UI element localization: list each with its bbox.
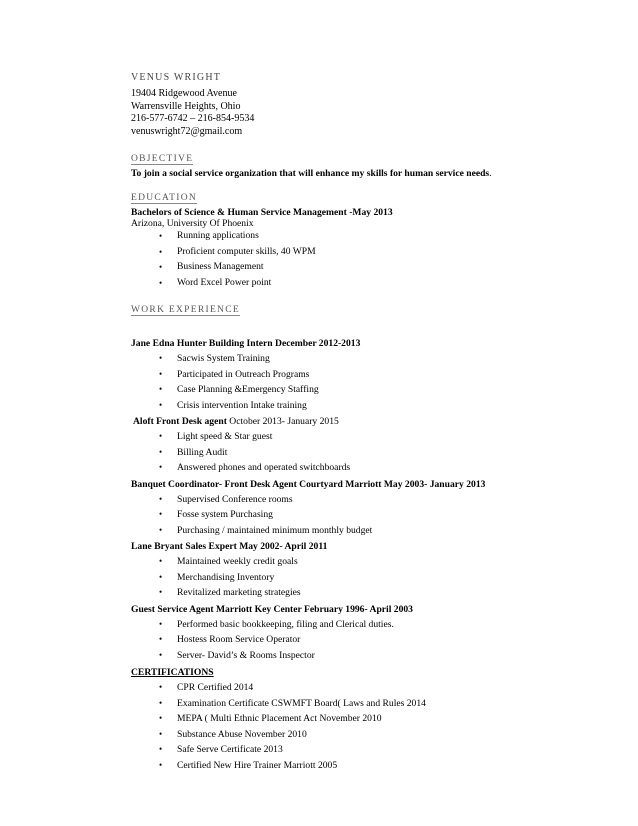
list-item-text: Merchandising Inventory — [177, 571, 275, 583]
bullet: • — [159, 462, 163, 472]
school-name: Arizona, University Of Phoenix — [131, 218, 254, 229]
job-title — [133, 415, 611, 429]
list-item-text: Sacwis System Training — [177, 353, 270, 364]
list-item — [131, 680, 611, 696]
list-item-text: Word Excel Power point — [177, 276, 272, 288]
list-item — [131, 523, 611, 539]
bullet: • — [159, 231, 163, 241]
job-duty-list — [131, 351, 611, 413]
job-title: Guest Service Agent Marriott Key Center February 1996- April 2003 — [131, 603, 413, 615]
list-item-text: Supervised Conference rooms — [177, 493, 293, 505]
objective-text — [131, 168, 611, 179]
list-item-text: Safe Serve Certificate 2013 — [177, 744, 283, 755]
job-title-text: Aloft Front Desk agent — [133, 416, 227, 427]
list-item-text: Revitalized marketing strategies — [177, 587, 301, 598]
list-item — [131, 507, 611, 523]
list-item-text: Proficient computer skills, 40 WPM — [177, 245, 316, 257]
list-item-text: Participated in Outreach Programs — [177, 368, 310, 380]
work-experience-heading: WORK EXPERIENCE — [131, 305, 240, 315]
list-item — [131, 570, 611, 586]
bullet: • — [159, 384, 163, 394]
list-item-text: Purchasing / maintained minimum monthly budget — [177, 524, 373, 536]
list-item — [131, 445, 611, 461]
list-item — [131, 276, 611, 292]
bullet: • — [159, 587, 163, 597]
address-line-2: Warrensville Heights, Ohio — [131, 100, 241, 112]
list-item — [131, 617, 611, 633]
job-duty-list — [131, 492, 611, 539]
list-item-text: Crisis intervention Intake training — [177, 399, 307, 411]
list-item-text: Performed basic bookkeeping, filing and Clerical duties. — [177, 618, 394, 630]
list-item-text: Maintained weekly credit goals — [177, 556, 298, 567]
email-address: venuswright72@gmail.com — [131, 125, 243, 137]
list-item — [131, 742, 611, 758]
education-skill-list — [131, 229, 611, 291]
objective-period: . — [489, 168, 492, 179]
job-duty-list — [131, 429, 611, 476]
bullet: • — [159, 682, 163, 692]
bullet: • — [159, 246, 163, 257]
list-item-text: Fosse system Purchasing — [177, 509, 273, 520]
list-item — [131, 382, 611, 398]
list-item — [131, 632, 611, 648]
list-item — [131, 229, 611, 245]
list-item-text: Answered phones and operated switchboards — [177, 462, 351, 473]
bullet: • — [159, 713, 163, 723]
list-item — [131, 727, 611, 743]
bullet: • — [159, 368, 163, 379]
bullet: • — [159, 759, 163, 770]
bullet: • — [159, 634, 163, 644]
job-duty-list — [131, 554, 611, 601]
contact-block — [131, 88, 611, 138]
list-item — [131, 245, 611, 261]
list-item — [131, 460, 611, 476]
list-item-text: Server- David’s & Rooms Inspector — [177, 649, 315, 661]
list-item — [131, 711, 611, 727]
list-item-text: CPR Certified 2014 — [177, 682, 254, 693]
bullet: • — [159, 431, 163, 441]
list-item — [131, 648, 611, 664]
list-item-text: Hostess Room Service Operator — [177, 634, 301, 645]
objective-heading: OBJECTIVE — [131, 154, 194, 164]
bullet: • — [159, 571, 163, 582]
bullet: • — [159, 399, 163, 410]
list-item — [131, 429, 611, 445]
list-item — [131, 260, 611, 276]
resume-page — [131, 72, 611, 773]
list-item — [131, 585, 611, 601]
list-item — [131, 696, 611, 712]
resume-name: VENUS WRIGHT — [131, 72, 222, 83]
list-item-text: Examination Certificate CSWMFT Board( Laws and Rules 2014 — [177, 697, 426, 709]
list-item-text: Case Planning &Emergency Staffing — [177, 384, 319, 395]
bullet: • — [159, 649, 163, 660]
list-item-text: Substance Abuse November 2010 — [177, 728, 307, 740]
bullet: • — [159, 556, 163, 566]
degree-title: Bachelors of Science & Human Service Management -May 2013 — [131, 207, 393, 218]
certifications-heading: CERTIFICATIONS — [131, 667, 214, 678]
job-title: Banquet Coordinator- Front Desk Agent Courtyard Marriott May 2003- January 2013 — [131, 478, 486, 490]
list-item-text: MEPA ( Multi Ethnic Placement Act November 2010 — [177, 713, 382, 724]
list-item — [131, 367, 611, 383]
bullet: • — [159, 262, 163, 272]
list-item — [131, 492, 611, 508]
job-duty-list — [131, 617, 611, 664]
job-title: Lane Bryant Sales Expert May 2002- April 2011 — [131, 541, 328, 552]
job-title: Jane Edna Hunter Building Intern December 2012-2013 — [131, 338, 361, 349]
certification-list — [131, 680, 611, 773]
phone-numbers: 216-577-6742 – 216-854-9534 — [131, 113, 255, 124]
bullet: • — [159, 728, 163, 739]
bullet: • — [159, 493, 163, 504]
list-item-text: Light speed & Star guest — [177, 431, 273, 442]
address-line-1: 19404 Ridgewood Avenue — [131, 88, 237, 99]
list-item-text: Certified New Hire Trainer Marriott 2005 — [177, 759, 338, 771]
bullet: • — [159, 509, 163, 519]
education-heading: EDUCATION — [131, 193, 198, 203]
bullet: • — [159, 524, 163, 535]
list-item-text: Billing Audit — [177, 446, 228, 458]
bullet: • — [159, 744, 163, 754]
list-item — [131, 758, 611, 774]
list-item-text: Business Management — [177, 261, 264, 272]
bullet: • — [159, 353, 163, 363]
job-dates: October 2013- January 2015 — [226, 416, 339, 427]
list-item — [131, 351, 611, 367]
list-item — [131, 398, 611, 414]
bullet: • — [159, 697, 163, 708]
bullet: • — [159, 618, 163, 629]
bullet: • — [159, 446, 163, 457]
list-item — [131, 554, 611, 570]
list-item-text: Running applications — [177, 230, 259, 241]
objective-statement: To join a social service organization that will enhance my skills for human service needs — [131, 168, 490, 179]
bullet: • — [159, 277, 163, 288]
